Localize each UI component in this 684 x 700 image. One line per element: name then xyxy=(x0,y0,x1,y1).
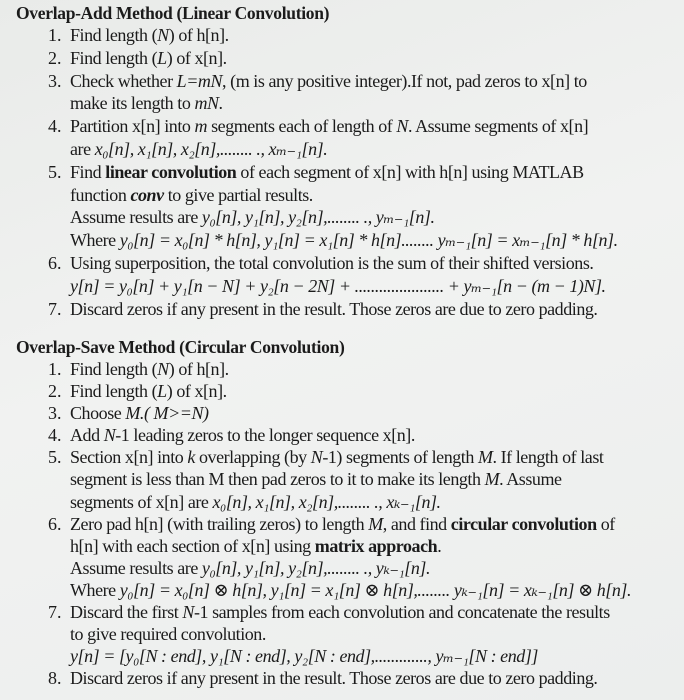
text: to give required convolution. xyxy=(70,624,266,645)
step-line xyxy=(70,229,674,252)
text: . xyxy=(437,535,442,556)
math-text: M xyxy=(484,469,500,490)
step-line xyxy=(70,184,674,207)
text: Check whether xyxy=(70,70,177,91)
math-text: x₀[n], x₁[n], x₂[n],........ ., xₘ₋₁[n]. xyxy=(94,138,328,159)
text: to give partial results. xyxy=(163,184,313,205)
text: -1 leading zeros to the longer sequence x[n]. xyxy=(115,425,415,446)
text: Choose xyxy=(70,403,126,424)
step-item xyxy=(16,24,674,47)
step-number: 8. xyxy=(48,668,62,689)
step-item xyxy=(16,358,674,380)
text: Assume results are xyxy=(70,557,202,578)
text: -1 samples from each convolution and concatenate the results xyxy=(193,602,610,623)
bold-text: matrix approach xyxy=(314,535,438,556)
text: Find length ( xyxy=(70,47,158,68)
math-text: N xyxy=(157,25,169,45)
step-item xyxy=(16,424,674,446)
math-text: M.( M>=N) xyxy=(125,403,209,424)
math-text: N xyxy=(310,447,323,468)
step-item xyxy=(16,667,674,689)
text: of each segment of x[n] with h[n] using MATLAB xyxy=(236,161,584,182)
text: Discard zeros if any present in the result. Those zeros are due to zero padding. xyxy=(70,298,598,319)
math-text: y₀[n] = x₀[n] ⊗ h[n], y₁[n] = x₁[n] ⊗ h[n],........ yₖ₋₁[n] = xₖ₋₁[n] ⊗ h[n]. xyxy=(119,579,632,600)
text: Section x[n] into xyxy=(70,447,188,468)
text: Find length ( xyxy=(70,381,158,402)
text: , (m is any positive integer).If not, pad zeros to x[n] to xyxy=(222,70,587,91)
step-line xyxy=(70,446,674,468)
bold-text: conv xyxy=(130,184,164,205)
step-number: 2. xyxy=(48,381,62,402)
text: Zero pad h[n] (with trailing zeros) to length xyxy=(70,513,369,534)
text: . Assume segments of x[n] xyxy=(407,116,589,137)
step-line xyxy=(70,358,674,380)
text: Discard zeros if any present in the result. Those zeros are due to zero padding. xyxy=(70,668,598,689)
math-text: y[n] = [y₀[N : end], y₁[N : end], y₂[N : end],............., yₘ₋₁[N : end]] xyxy=(70,646,538,667)
step-line xyxy=(70,535,674,557)
step-number: 4. xyxy=(48,425,62,446)
step-line xyxy=(70,206,674,229)
step-line xyxy=(70,24,674,47)
text: ) of h[n]. xyxy=(168,25,229,45)
step-number: 5. xyxy=(48,447,62,468)
step-line xyxy=(70,667,674,689)
step-number: 7. xyxy=(48,602,62,623)
steps-list xyxy=(16,24,674,320)
text: make its length to xyxy=(70,93,195,114)
text: Find length ( xyxy=(70,25,158,45)
step-number: 2. xyxy=(48,47,62,68)
step-number: 6. xyxy=(48,252,62,273)
math-text: mN xyxy=(194,93,219,114)
text: ) of h[n]. xyxy=(168,359,229,379)
step-number: 7. xyxy=(48,298,62,319)
math-text: M xyxy=(368,513,383,534)
math-text: L=mN xyxy=(176,70,223,91)
math-text: y₀[n], y₁[n], y₂[n],........ ., yₘ₋₁[n]. xyxy=(201,207,435,228)
step-line xyxy=(70,579,674,601)
text: segments of x[n] are xyxy=(70,491,213,512)
step-number: 4. xyxy=(48,116,62,137)
step-line xyxy=(70,601,674,623)
text: ) of x[n]. xyxy=(166,381,227,402)
step-item xyxy=(16,115,674,161)
text: -1) segments of length xyxy=(322,447,478,468)
step-line xyxy=(70,92,674,115)
text: Using superposition, the total convolution is the sum of their shifted versions. xyxy=(70,252,594,273)
step-item xyxy=(16,380,674,402)
step-item xyxy=(16,70,674,116)
step-line xyxy=(70,468,674,490)
step-line xyxy=(70,115,674,138)
text: Find xyxy=(70,161,106,182)
step-line xyxy=(70,47,674,70)
text: . If length of last xyxy=(492,447,604,468)
math-text: L xyxy=(157,381,167,402)
step-item xyxy=(16,252,674,298)
text: Partition x[n] into xyxy=(70,116,195,137)
section-title: Overlap-Add Method (Linear Convolution) xyxy=(16,3,330,23)
step-item xyxy=(16,513,674,601)
step-line xyxy=(70,557,674,579)
section-title: Overlap-Save Method (Circular Convolution) xyxy=(16,337,345,357)
step-number: 3. xyxy=(48,70,62,91)
text: Add xyxy=(70,425,104,446)
text: h[n] with each section of x[n] using xyxy=(70,535,315,556)
step-line xyxy=(70,491,674,513)
step-item xyxy=(16,298,674,321)
text: function xyxy=(70,184,131,205)
step-item xyxy=(16,446,674,512)
text: overlapping (by xyxy=(194,447,311,468)
step-line xyxy=(70,161,674,184)
step-line xyxy=(70,513,674,535)
step-number: 6. xyxy=(48,513,62,534)
step-number: 1. xyxy=(48,359,62,379)
step-number: 3. xyxy=(48,403,62,424)
text: of xyxy=(596,513,615,534)
step-item xyxy=(16,601,674,667)
step-line xyxy=(70,645,674,667)
math-text: N xyxy=(103,425,116,446)
math-text: y₀[n], y₁[n], y₂[n],........ ., yₖ₋₁[n]. xyxy=(201,557,431,578)
step-line xyxy=(70,402,674,424)
step-line xyxy=(70,275,674,298)
text: Discard the first xyxy=(70,602,183,623)
math-text: y₀[n] = x₀[n] * h[n], y₁[n] = x₁[n] * h[n]........ yₘ₋₁[n] = xₘ₋₁[n] * h[n]. xyxy=(119,230,618,251)
bold-text: circular convolution xyxy=(450,513,597,534)
text: Where xyxy=(70,579,120,600)
math-text: L xyxy=(157,47,167,68)
text: , and find xyxy=(382,513,451,534)
step-line xyxy=(70,298,674,321)
text: segment is less than M then pad zeros to it to make its length xyxy=(70,469,485,490)
text: . Assume xyxy=(499,469,562,490)
text: segments each of length of xyxy=(207,116,397,137)
step-line xyxy=(70,424,674,446)
step-line xyxy=(70,252,674,275)
math-text: N xyxy=(182,602,194,623)
text: Assume results are xyxy=(70,207,202,228)
math-text: x₀[n], x₁[n], x₂[n],........ ., xₖ₋₁[n]. xyxy=(212,491,441,512)
text: Find length ( xyxy=(70,359,158,379)
math-text: N xyxy=(396,116,408,137)
step-number: 5. xyxy=(48,161,62,182)
step-item xyxy=(16,161,674,252)
step-item xyxy=(16,402,674,424)
math-text: N xyxy=(157,359,169,379)
text: Where xyxy=(70,230,120,251)
step-line xyxy=(70,380,674,402)
text: . xyxy=(218,93,223,114)
math-text: M xyxy=(477,447,493,468)
steps-list xyxy=(16,358,674,689)
step-item xyxy=(16,47,674,70)
text: are xyxy=(70,138,95,159)
math-text: k xyxy=(187,447,195,468)
math-text: y[n] = y₀[n] + y₁[n − N] + y₂[n − 2N] + ...................... + yₘ₋₁[n − (m − 1)N]. xyxy=(70,275,606,296)
overlap-save-section xyxy=(16,336,674,689)
text: ) of x[n]. xyxy=(166,47,227,68)
overlap-add-section xyxy=(16,2,674,320)
math-text: m xyxy=(194,116,208,137)
step-line xyxy=(70,138,674,161)
step-line xyxy=(70,623,674,645)
bold-text: linear convolution xyxy=(105,161,237,182)
step-number: 1. xyxy=(48,25,62,45)
step-line xyxy=(70,70,674,93)
